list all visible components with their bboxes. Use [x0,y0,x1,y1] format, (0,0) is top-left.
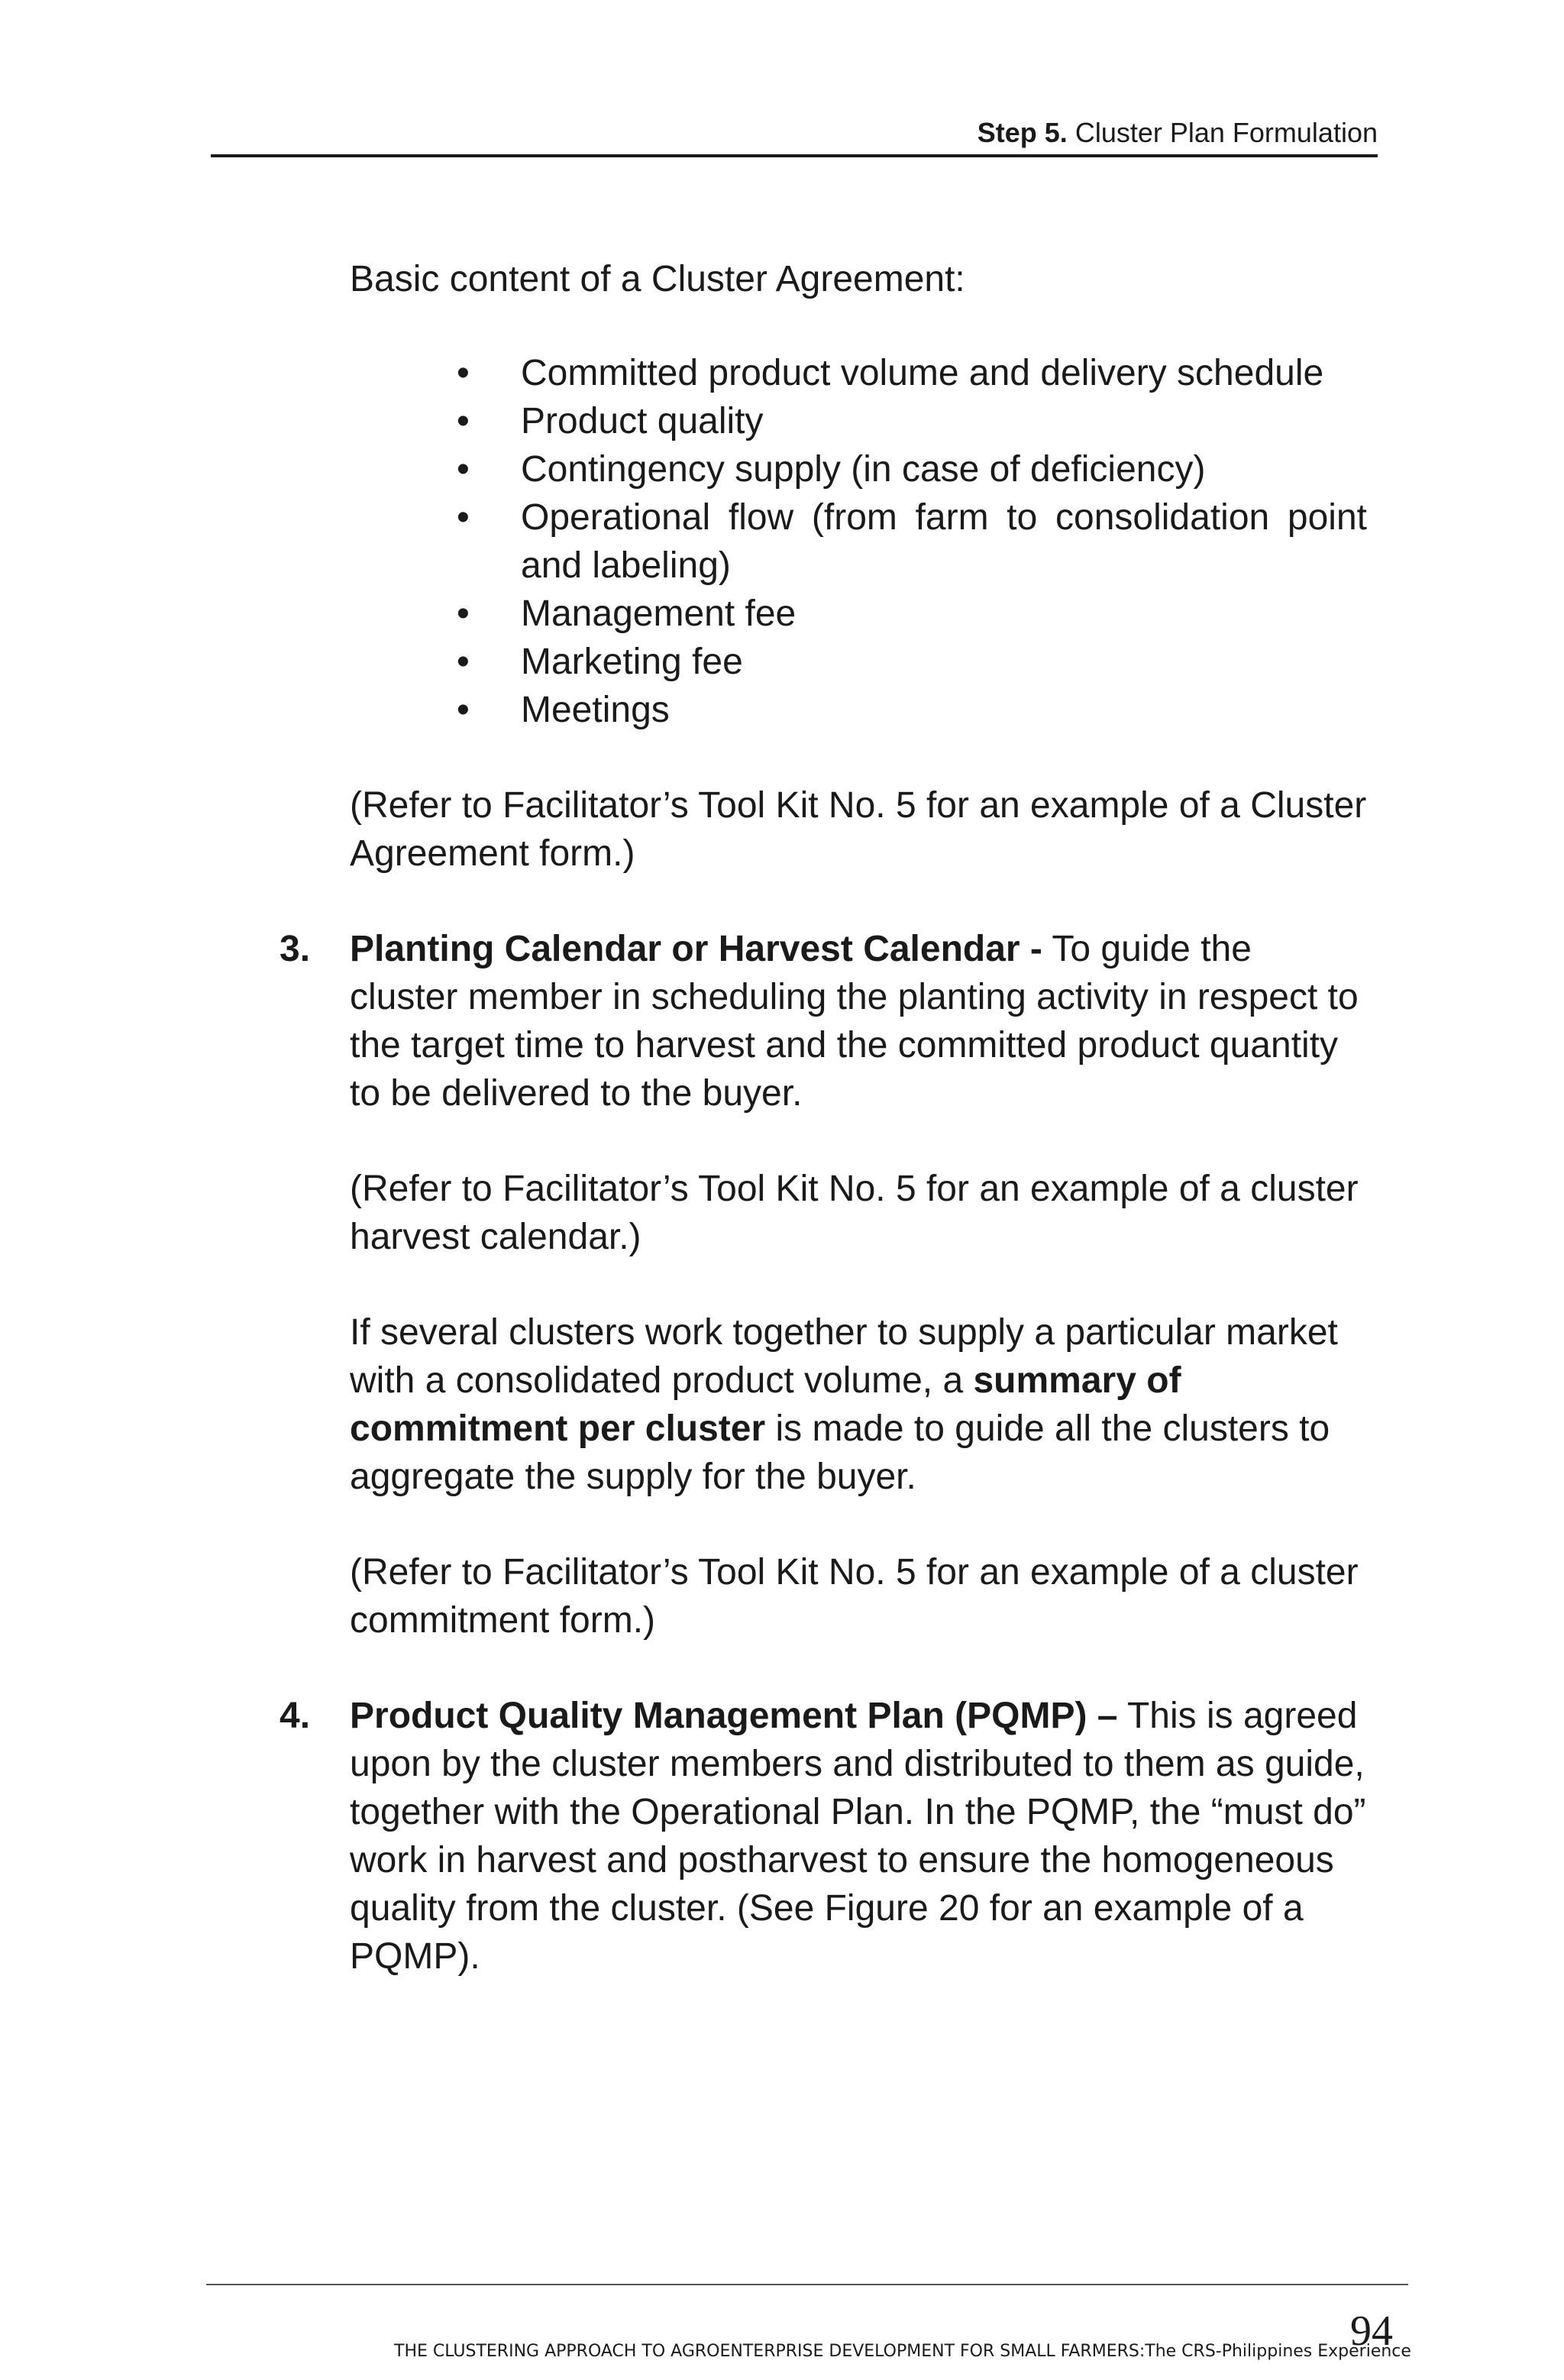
list-item: • Operational flow (from farm to consolidation point and labeling) [350,493,1367,590]
list-item: • Contingency supply (in case of deficiency) [350,445,1367,493]
item-title: Product Quality Management Plan (PQMP) – [350,1696,1118,1736]
paragraph-text-before: If several clusters work together to supply a particular market with a consolidated product volume, a [350,1312,1338,1401]
reference-note-agreement: (Refer to Facilitator’s Tool Kit No. 5 for an example of a Cluster Agreement form.) [350,785,1367,874]
page-number: 94 [1350,2307,1393,2355]
item-text: To guide the cluster member in scheduling the planting activity in respect to the target time to harvest and the committed product quantity to be delivered to the buyer. [350,929,1359,1114]
item-paragraph [350,925,1367,1117]
footer-book-title: THE CLUSTERING APPROACH TO AGROENTERPRISE DEVELOPMENT FOR SMALL FARMERS:The CRS-Philippines Experience [394,2342,1411,2361]
list-item: • Management fee [350,590,1367,638]
list-item: • Marketing fee [350,638,1367,686]
commitment-paragraph [350,1308,1367,1501]
agreement-content-list [350,349,1367,734]
running-header [211,115,1378,157]
reference-note-harvest-calendar: (Refer to Facilitator’s Tool Kit No. 5 for an example of a cluster harvest calendar.) [350,1169,1359,1257]
item-text: This is agreed upon by the cluster members and distributed to them as guide, together with the Operational Plan. In the PQMP, the “must do” work in harvest and postharvest to ensure the homogeneous quality from the cluster. (See Figure 20 for an example of a PQMP). [350,1696,1366,1977]
footer-divider [206,2284,1408,2285]
list-item: • Committed product volume and delivery schedule [350,349,1367,397]
section-planting-calendar [280,925,1367,1117]
item-number: 4. [280,1696,311,1736]
header-step-title: Cluster Plan Formulation [1074,117,1378,148]
section-pqmp [280,1692,1367,1981]
list-item: • Meetings [350,686,1367,734]
header-step-label: Step 5. [977,117,1068,148]
list-item: • Product quality [350,397,1367,445]
paragraph-bold-term: summary of commitment per cluster [350,1360,1181,1449]
page-body [280,255,1367,2028]
item-paragraph [350,1692,1367,1981]
item-number: 3. [280,929,311,969]
intro-text: Basic content of a Cluster Agreement: [350,259,965,299]
item-title: Planting Calendar or Harvest Calendar - [350,929,1042,969]
reference-note-commitment: (Refer to Facilitator’s Tool Kit No. 5 for an example of a cluster commitment form.) [350,1552,1359,1641]
paragraph-text-after: is made to guide all the clusters to aggregate the supply for the buyer. [350,1408,1330,1497]
